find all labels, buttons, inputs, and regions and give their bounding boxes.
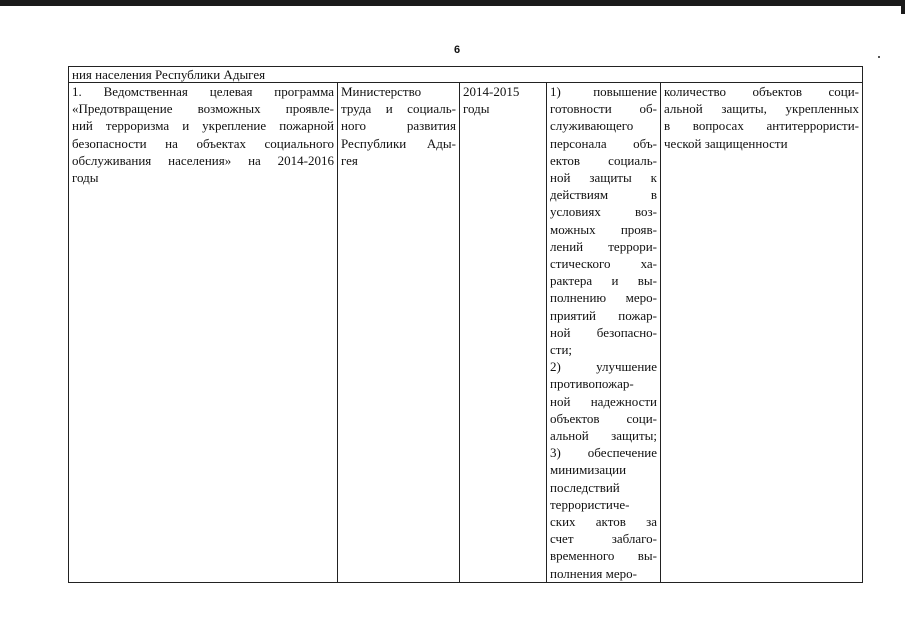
indicator-cell (661, 83, 863, 583)
text-line: ектов социаль- (550, 152, 657, 168)
text-line: последствий (550, 479, 620, 495)
program-table (68, 66, 863, 583)
text-line: ной защиты к (550, 170, 657, 186)
text-line: противопожар- (550, 376, 634, 392)
text-line: количество объектов соци- (664, 84, 859, 99)
text-line: минимизации (550, 462, 627, 478)
text-line: годы (72, 170, 99, 186)
scan-top-border (0, 0, 905, 6)
table-header-row (69, 67, 863, 83)
period-cell (460, 83, 547, 583)
text-line: 2) улучшение (550, 359, 657, 375)
header-continuation-cell: ния населения Республики Адыгея (69, 67, 863, 83)
text-line: 1) повышение (550, 84, 657, 99)
text-line: альной защиты, укрепленных (664, 101, 859, 117)
page-number: 6 (454, 44, 461, 56)
text-line: альной защиты; (550, 428, 657, 444)
results-cell (547, 83, 661, 583)
text-line: ного развития (341, 118, 456, 134)
text-line: годы (463, 101, 490, 117)
text-line: ний терроризма и укрепление пожарной (72, 118, 334, 134)
text-line: ной надежности (550, 393, 657, 409)
scan-speck (878, 56, 880, 58)
text-line: ной безопасно- (550, 324, 657, 340)
text-line: приятий пожар- (550, 307, 657, 323)
program-name-cell (69, 83, 338, 583)
text-line: безопасности на объектах социального (72, 135, 334, 151)
table-row (69, 83, 863, 583)
text-line: служивающего (550, 118, 634, 134)
text-line: ческой защищенности (664, 135, 788, 151)
executor-cell (338, 83, 460, 583)
text-line: временного вы- (550, 548, 657, 564)
text-line: персонала объ- (550, 135, 657, 151)
text-line: 3) обеспечение (550, 445, 657, 461)
text-line: лений террори- (550, 238, 657, 254)
text-line: ских актов за (550, 514, 657, 530)
text-line: можных прояв- (550, 221, 657, 237)
text-line: обслуживания населения» на 2014-2016 (72, 152, 334, 168)
text-line: Министерство (341, 84, 422, 99)
text-line: объектов соци- (550, 410, 657, 426)
text-line: гея (341, 152, 358, 168)
text-line: террористиче- (550, 496, 630, 512)
text-line: сти; (550, 342, 573, 358)
text-line: готовности об- (550, 101, 657, 117)
text-line: Республики Ады- (341, 135, 456, 151)
text-line: 1. Ведомственная целевая программа (72, 84, 334, 99)
text-line: полнения меро- (550, 565, 637, 581)
text-line: «Предотвращение возможных проявле- (72, 101, 334, 117)
text-line: в вопросах антитеррористи- (664, 118, 859, 134)
text-line: условиях воз- (550, 204, 657, 220)
text-line: полнению меро- (550, 290, 657, 306)
text-line: рактера и вы- (550, 273, 657, 289)
text-line: действиям в (550, 187, 657, 203)
text-line: труда и социаль- (341, 101, 456, 117)
text-line: счет заблаго- (550, 531, 657, 547)
scan-corner-mark (901, 0, 905, 14)
text-line: 2014-2015 (463, 84, 520, 99)
text-line: стического ха- (550, 256, 657, 272)
